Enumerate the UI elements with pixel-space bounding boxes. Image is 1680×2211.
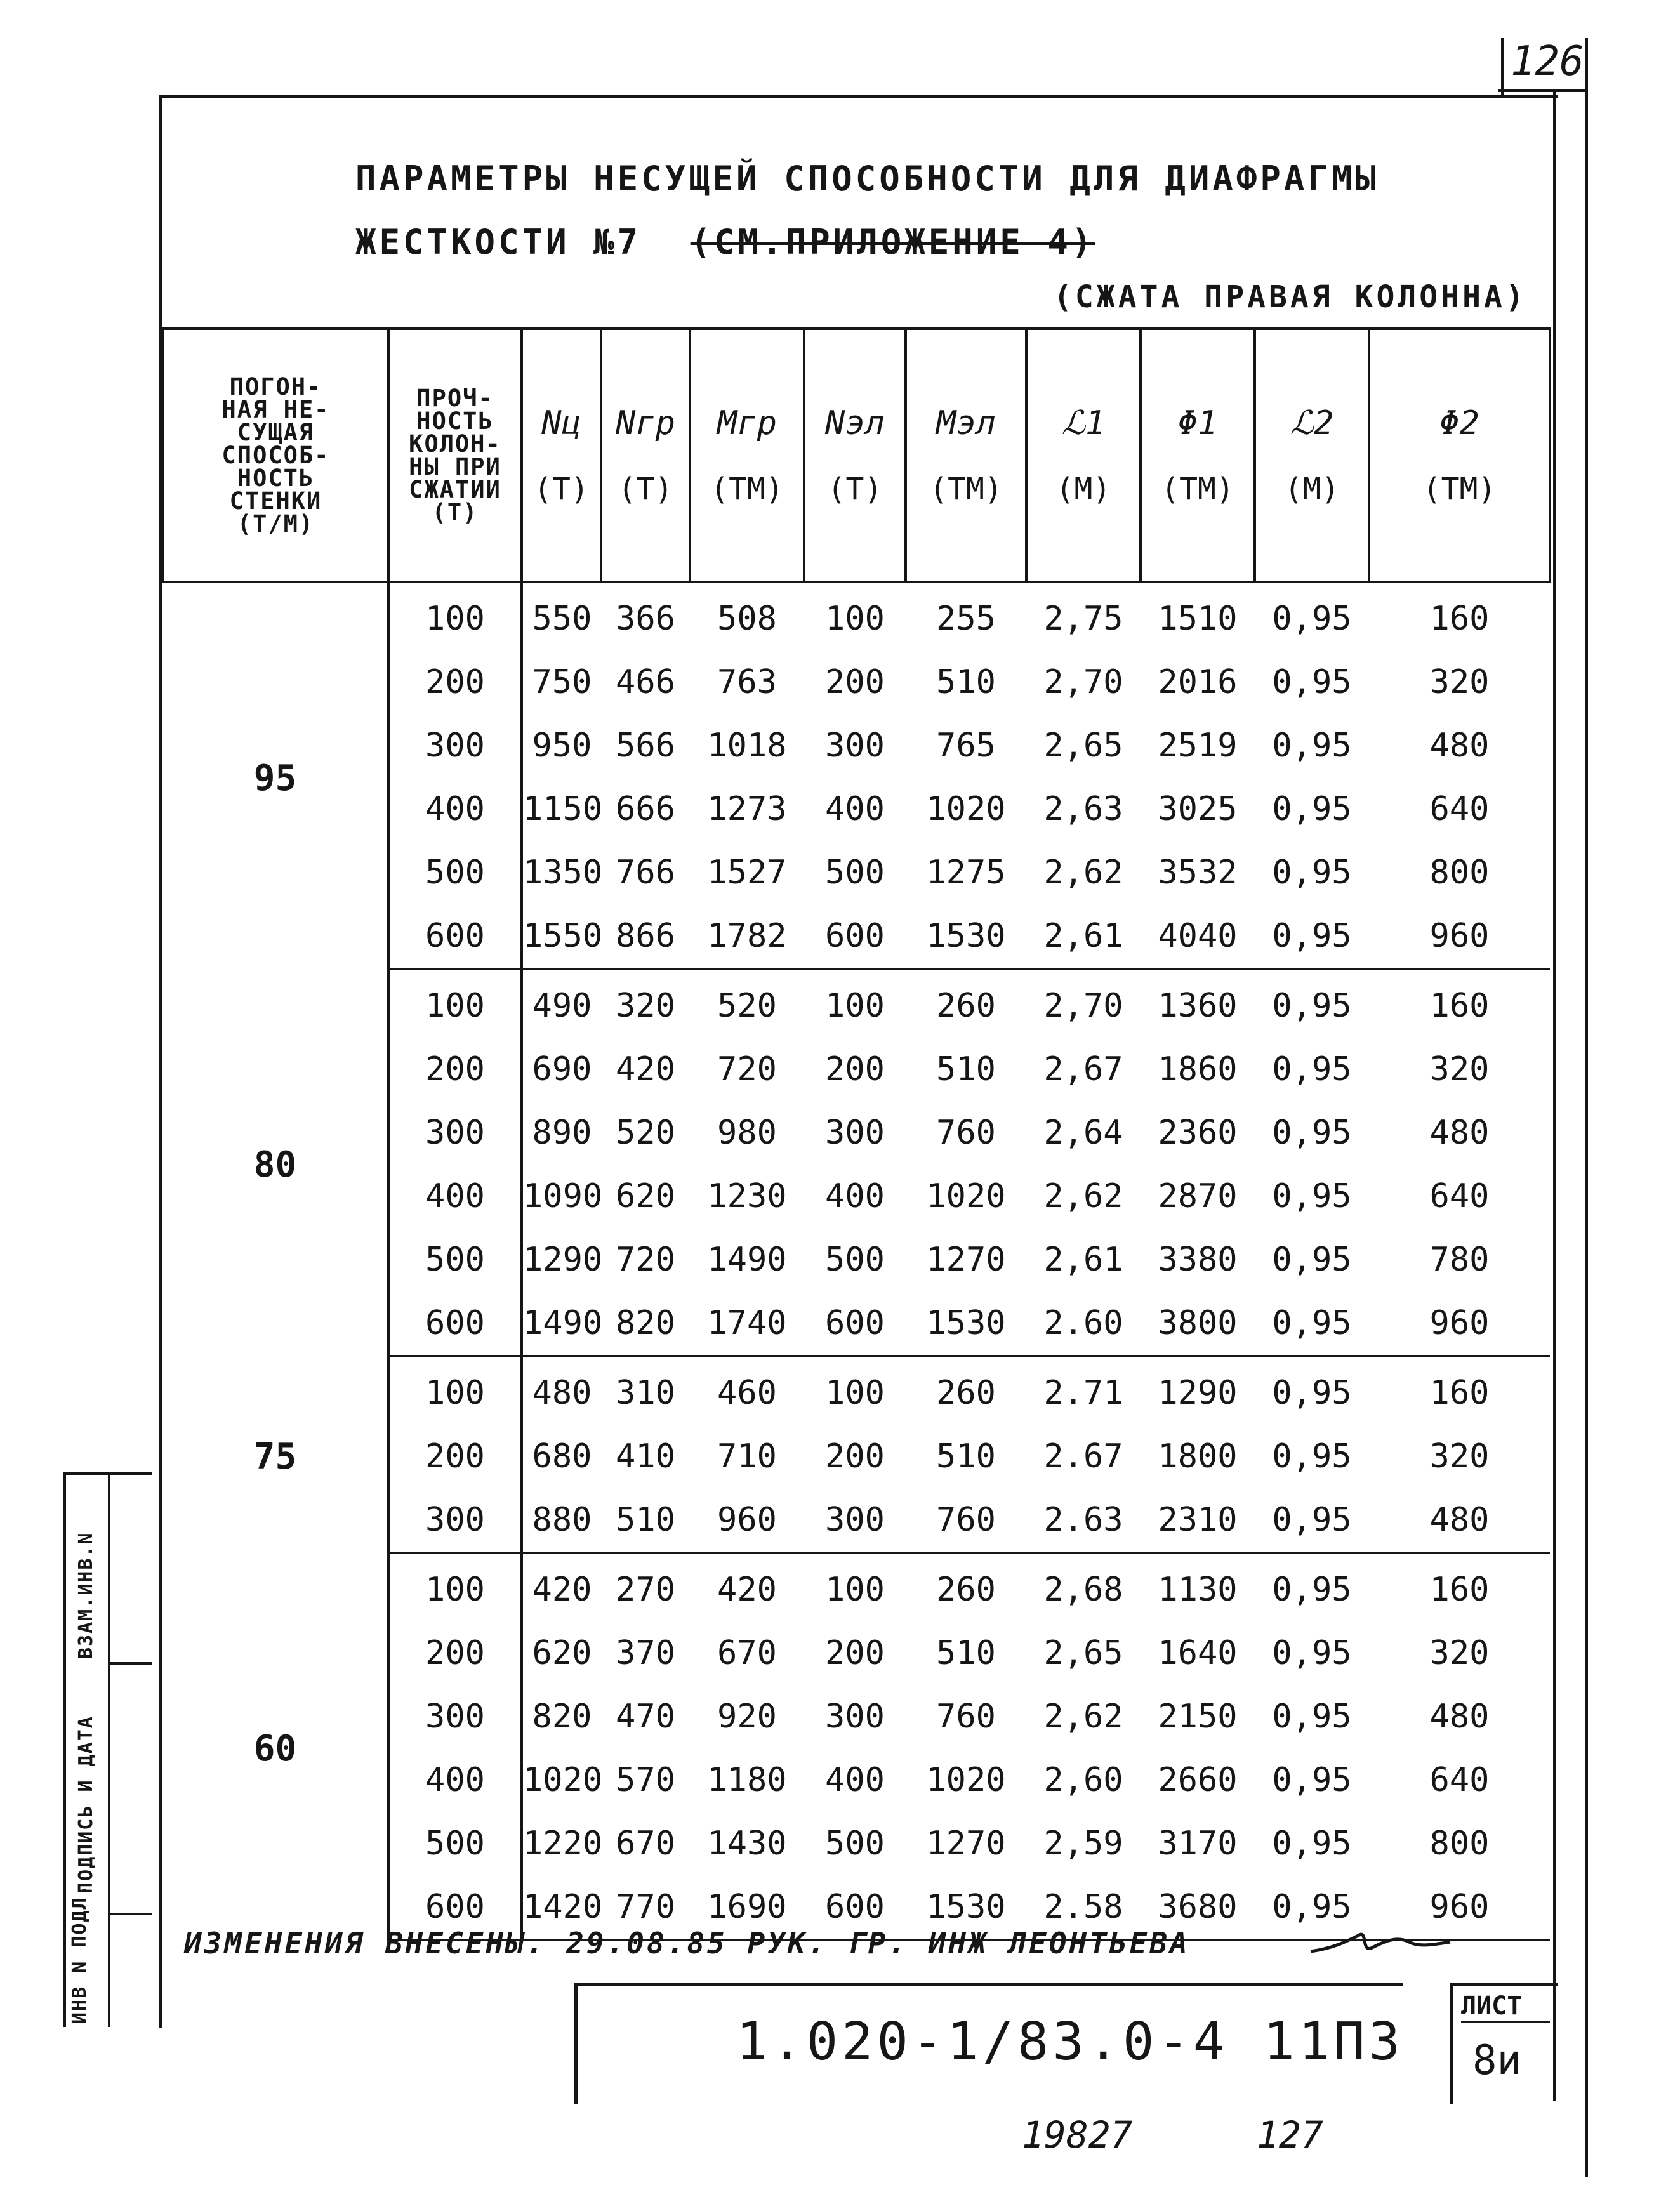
param-value-cell: 0,95: [1272, 600, 1352, 638]
param-value-cell: 0,95: [1255, 904, 1369, 969]
param-value-cell: 2,65: [1043, 1634, 1123, 1672]
param-value-cell: 2,70: [1043, 663, 1123, 701]
param-value-cell: 2870: [1158, 1177, 1238, 1215]
param-value-cell: 820: [532, 1698, 592, 1736]
param-value-cell: 160: [1429, 987, 1490, 1025]
param-value-cell: 160: [1429, 1571, 1490, 1609]
column-strength-cell: 400: [388, 1748, 522, 1812]
document-title-line2: [355, 222, 1095, 262]
wall-capacity-cell: 80: [163, 969, 388, 1356]
header-wall-capacity-line: ПОГОН-: [229, 373, 322, 400]
param-value-cell: 470: [616, 1698, 675, 1736]
param-value-cell: 400: [825, 1177, 885, 1215]
param-value-cell: 640: [1429, 1761, 1490, 1799]
param-value-cell: 0,95: [1272, 1241, 1352, 1279]
param-value-cell: 600: [804, 904, 906, 969]
param-value-cell: 0,95: [1272, 1698, 1352, 1736]
column-strength-cell: 200: [388, 1621, 522, 1685]
column-strength-cell: 500: [388, 841, 522, 904]
param-value-cell: 200: [825, 1050, 885, 1088]
param-value-cell: 400: [825, 1761, 885, 1799]
table-row: [163, 969, 1550, 1038]
footer-number-right: 127: [1257, 2113, 1323, 2156]
param-value-cell: 100: [825, 600, 885, 638]
header-param-symbol: Nгр: [616, 404, 675, 442]
param-value-cell: 1530: [906, 1291, 1026, 1356]
param-value-cell: 2.71: [1043, 1374, 1123, 1412]
param-value-cell: 2,60: [1043, 1761, 1123, 1799]
param-value-cell: 2,59: [1043, 1825, 1123, 1863]
header-param-symbol: ℒ2: [1290, 404, 1334, 442]
param-value-cell: 1782: [690, 904, 804, 969]
param-value-cell: 2,62: [1043, 1698, 1123, 1736]
param-value-cell: 0,95: [1272, 1761, 1352, 1799]
param-value-cell: 320: [1429, 1437, 1490, 1475]
param-value-cell: 1800: [1158, 1437, 1238, 1475]
param-value-cell: 2150: [1158, 1698, 1238, 1736]
param-value-cell: 1230: [707, 1177, 787, 1215]
param-value-cell: 2.63: [1026, 1488, 1141, 1553]
param-value-cell: 2,61: [1043, 1241, 1123, 1279]
table-header: [163, 329, 1550, 583]
param-value-cell: 766: [616, 854, 675, 892]
wall-capacity-cell: 95: [163, 582, 388, 969]
param-value-cell: 566: [616, 727, 675, 765]
param-value-cell: 480: [1429, 1114, 1490, 1152]
column-strength-cell: 400: [388, 777, 522, 841]
header-param: [601, 329, 690, 583]
param-value-cell: 0,95: [1255, 1488, 1369, 1553]
param-value-cell: 460: [717, 1374, 777, 1412]
param-value-cell: 1530: [906, 904, 1026, 969]
param-value-cell: 1510: [1158, 600, 1238, 638]
header-param-unit: (ТМ): [1161, 471, 1234, 507]
footer-number-left: 19827: [1022, 2113, 1133, 2156]
param-value-cell: 3170: [1158, 1825, 1238, 1863]
param-value-cell: 370: [616, 1634, 675, 1672]
stamp-label-signature-date: ПОДПИСЬ И ДАТА: [75, 1715, 97, 1894]
header-wall-capacity-line: НОСТЬ: [237, 464, 315, 492]
param-value-cell: 1270: [926, 1825, 1006, 1863]
column-strength-cell: 100: [388, 1356, 522, 1425]
column-strength-cell: 500: [388, 1812, 522, 1875]
header-param: [1141, 329, 1255, 583]
column-strength-cell: 500: [388, 1228, 522, 1291]
header-column-strength-line: НОСТЬ: [416, 407, 494, 435]
param-value-cell: 1420: [522, 1875, 601, 1940]
param-value-cell: 320: [1429, 1634, 1490, 1672]
param-value-cell: 1020: [926, 790, 1006, 828]
param-value-cell: 670: [616, 1825, 675, 1863]
param-value-cell: 420: [717, 1571, 777, 1609]
header-column-strength-line: СЖАТИИ: [409, 475, 501, 503]
param-value-cell: 500: [825, 1825, 885, 1863]
param-value-cell: 760: [936, 1114, 996, 1152]
header-param-symbol: Φ2: [1439, 404, 1479, 442]
param-value-cell: 0,95: [1255, 1291, 1369, 1356]
header-param-symbol: ℒ1: [1061, 404, 1106, 442]
param-value-cell: 255: [936, 600, 996, 638]
param-value-cell: 300: [804, 1488, 906, 1553]
stamp-label-replacement-inventory: ВЗАМ.ИНВ.N: [75, 1531, 97, 1659]
param-value-cell: 770: [601, 1875, 690, 1940]
param-value-cell: 1180: [707, 1761, 787, 1799]
param-value-cell: 680: [532, 1437, 592, 1475]
param-value-cell: 0,95: [1272, 1571, 1352, 1609]
param-value-cell: 763: [717, 663, 777, 701]
param-value-cell: 2,63: [1043, 790, 1123, 828]
param-value-cell: 100: [825, 1571, 885, 1609]
param-value-cell: 1273: [707, 790, 787, 828]
signature: [1307, 1923, 1453, 1967]
param-value-cell: 980: [717, 1114, 777, 1152]
param-value-cell: 480: [1369, 1488, 1550, 1553]
column-strength-cell: 300: [388, 1101, 522, 1165]
param-value-cell: 2.60: [1026, 1291, 1141, 1356]
header-wall-capacity-line: СТЕНКИ: [229, 487, 322, 515]
sheet-box: [1450, 1983, 1558, 2104]
header-column-strength-line: КОЛОН-: [409, 430, 501, 458]
param-value-cell: 410: [616, 1437, 675, 1475]
param-value-cell: 510: [936, 1634, 996, 1672]
param-value-cell: 620: [532, 1634, 592, 1672]
header-param-unit: (Т): [534, 471, 589, 507]
param-value-cell: 510: [936, 1050, 996, 1088]
header-wall-capacity-line: (Т/М): [237, 510, 315, 538]
param-value-cell: 200: [825, 663, 885, 701]
param-value-cell: 1860: [1158, 1050, 1238, 1088]
param-value-cell: 490: [532, 987, 592, 1025]
param-value-cell: 0,95: [1272, 727, 1352, 765]
header-wall-capacity-line: НАЯ НЕ-: [222, 395, 330, 423]
header-wall-capacity-line: СУЩАЯ: [237, 418, 315, 446]
param-value-cell: 3025: [1158, 790, 1238, 828]
param-value-cell: 0,95: [1272, 1634, 1352, 1672]
param-value-cell: 500: [825, 1241, 885, 1279]
param-value-cell: 480: [1429, 1698, 1490, 1736]
param-value-cell: 800: [1429, 854, 1490, 892]
param-value-cell: 320: [616, 987, 675, 1025]
param-value-cell: 760: [936, 1698, 996, 1736]
header-column-strength: [388, 329, 522, 583]
document-code: 1.020-1/83.0-4 11ПЗ: [736, 2012, 1404, 2072]
param-value-cell: 1490: [522, 1291, 601, 1356]
param-value-cell: 466: [616, 663, 675, 701]
param-value-cell: 950: [532, 727, 592, 765]
param-value-cell: 1290: [523, 1241, 603, 1279]
param-value-cell: 1360: [1158, 987, 1238, 1025]
header-column-strength-line: НЫ ПРИ: [409, 452, 501, 480]
param-value-cell: 600: [804, 1291, 906, 1356]
param-value-cell: 500: [825, 854, 885, 892]
param-value-cell: 1490: [707, 1241, 787, 1279]
param-value-cell: 1640: [1158, 1634, 1238, 1672]
param-value-cell: 300: [825, 727, 885, 765]
param-value-cell: 600: [804, 1875, 906, 1940]
param-value-cell: 0,95: [1272, 1374, 1352, 1412]
header-param-symbol: Φ1: [1177, 404, 1218, 442]
param-value-cell: 866: [601, 904, 690, 969]
param-value-cell: 1350: [523, 854, 603, 892]
param-value-cell: 100: [825, 987, 885, 1025]
table-row: [163, 1356, 1550, 1425]
param-value-cell: 420: [532, 1571, 592, 1609]
param-value-cell: 510: [936, 663, 996, 701]
param-value-cell: 1020: [926, 1177, 1006, 1215]
param-value-cell: 1020: [523, 1761, 603, 1799]
param-value-cell: 890: [532, 1114, 592, 1152]
param-value-cell: 320: [1429, 663, 1490, 701]
header-param-unit: (М): [1055, 471, 1111, 507]
header-param-symbol: Nэл: [825, 404, 885, 442]
param-value-cell: 420: [616, 1050, 675, 1088]
table-row: [163, 582, 1550, 650]
sheet-number: 8и: [1472, 2037, 1522, 2084]
header-param-symbol: Mэл: [936, 404, 996, 442]
stamp-divider: [63, 1475, 66, 2027]
param-value-cell: 0,95: [1255, 1875, 1369, 1940]
header-param: [1026, 329, 1141, 583]
wall-capacity-cell: 60: [163, 1553, 388, 1940]
stamp-label-original-inventory: ИНВ N ПОДЛ.: [69, 1884, 91, 2024]
param-value-cell: 800: [1429, 1825, 1490, 1863]
column-strength-cell: 200: [388, 650, 522, 714]
param-value-cell: 1430: [707, 1825, 787, 1863]
param-value-cell: 400: [825, 790, 885, 828]
column-strength-cell: 100: [388, 969, 522, 1038]
param-value-cell: 640: [1429, 1177, 1490, 1215]
param-value-cell: 1130: [1158, 1571, 1238, 1609]
column-strength-cell: 300: [388, 714, 522, 777]
param-value-cell: 2,70: [1043, 987, 1123, 1025]
param-value-cell: 960: [1369, 904, 1550, 969]
param-value-cell: 1290: [1158, 1374, 1238, 1412]
param-value-cell: 2519: [1158, 727, 1238, 765]
param-value-cell: 320: [1429, 1050, 1490, 1088]
document-subtitle: (СЖАТА ПРАВАЯ КОЛОННА): [1054, 279, 1527, 315]
param-value-cell: 480: [532, 1374, 592, 1412]
header-wall-capacity-line: СПОСОБ-: [222, 441, 330, 469]
param-value-cell: 1275: [926, 854, 1006, 892]
sheet-label: ЛИСТ: [1461, 1991, 1550, 2023]
param-value-cell: 620: [616, 1177, 675, 1215]
param-value-cell: 1220: [523, 1825, 603, 1863]
param-value-cell: 200: [825, 1437, 885, 1475]
param-value-cell: 508: [717, 600, 777, 638]
page-num-rule: [1501, 38, 1504, 95]
param-value-cell: 640: [1429, 790, 1490, 828]
param-value-cell: 1018: [707, 727, 787, 765]
param-value-cell: 2.67: [1043, 1437, 1123, 1475]
header-param: [906, 329, 1026, 583]
header-param-unit: (ТМ): [710, 471, 784, 507]
param-value-cell: 2016: [1158, 663, 1238, 701]
param-value-cell: 960: [1369, 1875, 1550, 1940]
param-value-cell: 160: [1429, 600, 1490, 638]
param-value-cell: 920: [717, 1698, 777, 1736]
param-value-cell: 366: [616, 600, 675, 638]
param-value-cell: 0,95: [1272, 1050, 1352, 1088]
param-value-cell: 300: [825, 1114, 885, 1152]
column-strength-cell: 100: [388, 1553, 522, 1621]
param-value-cell: 1150: [523, 790, 603, 828]
param-value-cell: 666: [616, 790, 675, 828]
param-value-cell: 0,95: [1272, 663, 1352, 701]
param-value-cell: 550: [532, 600, 592, 638]
param-value-cell: 0,95: [1272, 987, 1352, 1025]
header-column-strength-line: (Т): [432, 498, 479, 526]
param-value-cell: 1740: [690, 1291, 804, 1356]
header-param: [1369, 329, 1550, 583]
param-value-cell: 3680: [1141, 1875, 1255, 1940]
param-value-cell: 880: [522, 1488, 601, 1553]
param-value-cell: 720: [717, 1050, 777, 1088]
header-param-unit: (ТМ): [1422, 471, 1497, 507]
param-value-cell: 750: [532, 663, 592, 701]
top-rule: [1498, 89, 1587, 92]
param-value-cell: 2,64: [1043, 1114, 1123, 1152]
param-value-cell: 670: [717, 1634, 777, 1672]
header-param: [522, 329, 601, 583]
title-diaphragm-number: ЖЕСТКОСТИ №7: [355, 222, 642, 262]
param-value-cell: 260: [936, 1374, 996, 1412]
header-row: [163, 329, 1550, 583]
param-value-cell: 2,65: [1043, 727, 1123, 765]
param-value-cell: 690: [532, 1050, 592, 1088]
param-value-cell: 100: [825, 1374, 885, 1412]
param-value-cell: 0,95: [1272, 1437, 1352, 1475]
header-wall-capacity: [163, 329, 388, 583]
header-param: [804, 329, 906, 583]
stamp-divider: [108, 1475, 110, 2027]
param-value-cell: 160: [1429, 1374, 1490, 1412]
column-strength-cell: 300: [388, 1685, 522, 1748]
column-strength-cell: 300: [388, 1488, 522, 1553]
param-value-cell: 2,68: [1043, 1571, 1123, 1609]
param-value-cell: 260: [936, 1571, 996, 1609]
title-struck-reference: (СМ.ПРИЛОЖЕНИЕ 4): [690, 222, 1095, 262]
param-value-cell: 310: [616, 1374, 675, 1412]
page-number: 126: [1511, 38, 1584, 85]
header-column-strength-line: ПРОЧ-: [416, 384, 494, 412]
param-value-cell: 2,62: [1043, 854, 1123, 892]
column-strength-cell: 100: [388, 582, 522, 650]
param-value-cell: 300: [825, 1698, 885, 1736]
param-value-cell: 4040: [1141, 904, 1255, 969]
param-value-cell: 3380: [1158, 1241, 1238, 1279]
param-value-cell: 200: [825, 1634, 885, 1672]
param-value-cell: 260: [936, 987, 996, 1025]
document-title-line1: ПАРАМЕТРЫ НЕСУЩЕЙ СПОСОБНОСТИ ДЛЯ ДИАФРАГМЫ: [355, 159, 1379, 199]
param-value-cell: 0,95: [1272, 1114, 1352, 1152]
param-value-cell: 710: [717, 1437, 777, 1475]
header-param-unit: (Т): [618, 471, 673, 507]
param-value-cell: 720: [616, 1241, 675, 1279]
table-body: [163, 582, 1550, 1940]
param-value-cell: 0,95: [1272, 1177, 1352, 1215]
param-value-cell: 960: [1369, 1291, 1550, 1356]
param-value-cell: 2,67: [1043, 1050, 1123, 1088]
param-value-cell: 0,95: [1272, 790, 1352, 828]
param-value-cell: 960: [690, 1488, 804, 1553]
param-value-cell: 2,75: [1043, 600, 1123, 638]
header-param-symbol: Mгр: [717, 404, 777, 442]
param-value-cell: 2.58: [1026, 1875, 1141, 1940]
param-value-cell: 760: [906, 1488, 1026, 1553]
stamp-divider: [108, 1913, 152, 1915]
header-param-unit: (ТМ): [929, 471, 1003, 507]
parameters-table: [162, 327, 1551, 1941]
param-value-cell: 1270: [926, 1241, 1006, 1279]
param-value-cell: 0,95: [1272, 854, 1352, 892]
param-value-cell: 570: [616, 1761, 675, 1799]
param-value-cell: 780: [1429, 1241, 1490, 1279]
param-value-cell: 510: [936, 1437, 996, 1475]
table-row: [163, 1553, 1550, 1621]
param-value-cell: 510: [601, 1488, 690, 1553]
column-strength-cell: 600: [388, 904, 522, 969]
param-value-cell: 1527: [707, 854, 787, 892]
param-value-cell: 820: [601, 1291, 690, 1356]
change-note: ИЗМЕНЕНИЯ ВНЕСЕНЫ. 29.08.85 РУК. ГР. ИНЖ ЛЕОНТЬЕВА: [184, 1926, 1190, 1960]
column-strength-cell: 600: [388, 1291, 522, 1356]
param-value-cell: 520: [616, 1114, 675, 1152]
side-stamp: [63, 1472, 152, 2027]
header-param-unit: (Т): [827, 471, 883, 507]
param-value-cell: 3532: [1158, 854, 1238, 892]
param-value-cell: 0,95: [1272, 1825, 1352, 1863]
param-value-cell: 3800: [1141, 1291, 1255, 1356]
column-strength-cell: 400: [388, 1165, 522, 1228]
param-value-cell: 1690: [690, 1875, 804, 1940]
param-value-cell: 520: [717, 987, 777, 1025]
header-param: [1255, 329, 1369, 583]
param-value-cell: 2360: [1158, 1114, 1238, 1152]
far-right-rule: [1585, 38, 1588, 2177]
param-value-cell: 1550: [522, 904, 601, 969]
column-strength-cell: 600: [388, 1875, 522, 1940]
param-value-cell: 2,61: [1026, 904, 1141, 969]
column-strength-cell: 200: [388, 1038, 522, 1101]
param-value-cell: 2,62: [1043, 1177, 1123, 1215]
column-strength-cell: 200: [388, 1425, 522, 1488]
param-value-cell: 1530: [906, 1875, 1026, 1940]
param-value-cell: 1090: [523, 1177, 603, 1215]
param-value-cell: 765: [936, 727, 996, 765]
param-value-cell: 1020: [926, 1761, 1006, 1799]
param-value-cell: 2310: [1141, 1488, 1255, 1553]
param-value-cell: 270: [616, 1571, 675, 1609]
header-param-unit: (М): [1284, 471, 1340, 507]
param-value-cell: 2660: [1158, 1761, 1238, 1799]
stamp-divider: [108, 1662, 152, 1665]
header-param: [690, 329, 804, 583]
wall-capacity-cell: 75: [163, 1356, 388, 1553]
param-value-cell: 480: [1429, 727, 1490, 765]
header-param-symbol: Nц: [541, 404, 581, 442]
